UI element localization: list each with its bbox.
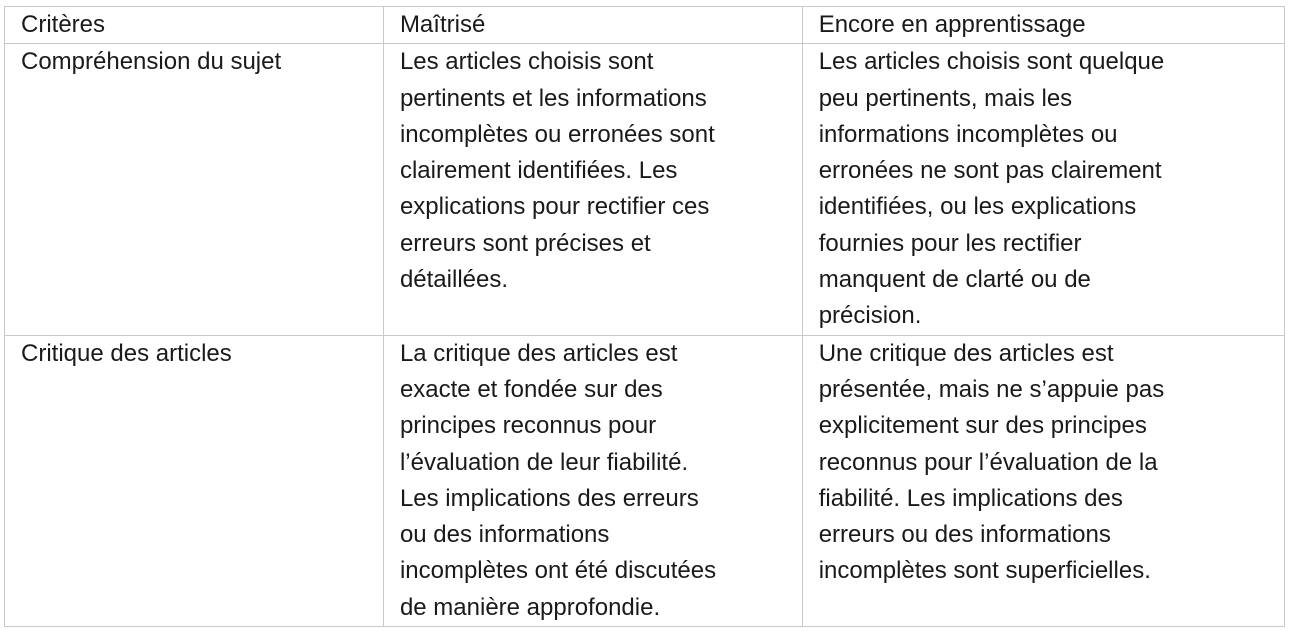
rubric-table bbox=[4, 6, 1285, 627]
criterion-cell: Critique des articles bbox=[5, 335, 384, 626]
header-mastered: Maîtrisé bbox=[383, 7, 802, 44]
learning-cell: Une critique des articles est présentée, mais ne s’appuie pas explicitement sur des principes reconnus pour l’évaluation de la fiabilité. Les implications des erreurs ou des informations incomplètes sont superficielles. bbox=[802, 335, 1284, 626]
table-row bbox=[5, 335, 1285, 626]
header-criteria: Critères bbox=[5, 7, 384, 44]
learning-cell: Les articles choisis sont quelque peu pertinents, mais les informations incomplètes ou erronées ne sont pas clairement identifiées, ou les explications fournies pour les rectifier manquent de clarté ou de précision. bbox=[802, 44, 1284, 335]
header-learning: Encore en apprentissage bbox=[802, 7, 1284, 44]
criterion-cell: Compréhension du sujet bbox=[5, 44, 384, 335]
mastered-cell: Les articles choisis sont pertinents et les informations incomplètes ou erronées sont clairement identifiées. Les explications pour rectifier ces erreurs sont précises et détaillées. bbox=[383, 44, 802, 335]
table-row bbox=[5, 44, 1285, 335]
header-row bbox=[5, 7, 1285, 44]
mastered-cell: La critique des articles est exacte et fondée sur des principes reconnus pour l’évaluation de leur fiabilité. Les implications des erreurs ou des informations incomplètes ont été discutées de manière approfondie. bbox=[383, 335, 802, 626]
